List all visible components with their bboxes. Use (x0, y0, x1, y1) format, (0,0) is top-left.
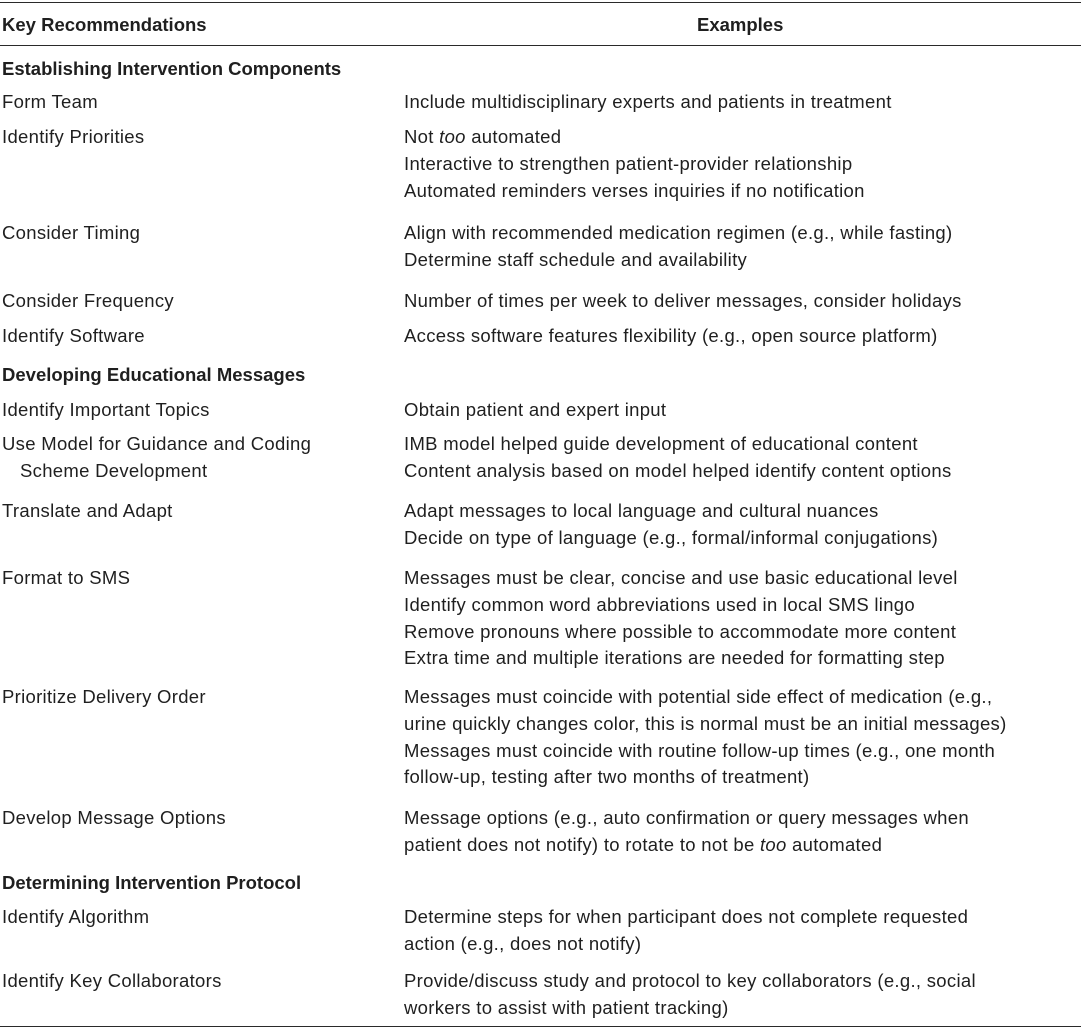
row-example-line: Adapt messages to local language and cultural nuances (404, 500, 879, 521)
row-example-line: Content analysis based on model helped identify content options (404, 459, 952, 481)
row-examples (404, 968, 1078, 1022)
row-key-line: Consider Frequency (2, 290, 174, 311)
row-key-line: Format to SMS (2, 567, 131, 588)
row-key (2, 498, 382, 525)
text-run: patient does not notify) to rotate to not be (404, 833, 760, 855)
row-example-line: Remove pronouns where possible to accommodate more content (404, 620, 957, 642)
row-example-line: follow-up, testing after two months of treatment) (404, 766, 810, 788)
row-examples (404, 904, 1078, 958)
row-example-line: Determine steps for when participant does not complete requested (404, 906, 969, 927)
row-key-line: Consider Timing (2, 222, 141, 243)
section-title-establishing: Establishing Intervention Components (2, 58, 342, 79)
row-example-line: Identify common word abbreviations used in local SMS lingo (404, 593, 915, 615)
row-key-line: Identify Key Collaborators (2, 970, 222, 991)
text-run: automated (786, 833, 883, 855)
row-key-line: Identify Software (2, 325, 145, 346)
row-example-line (404, 832, 1078, 859)
row-key (2, 805, 382, 832)
row-example-line (404, 124, 1078, 151)
row-examples (404, 565, 1078, 672)
table-header-rule (0, 45, 1081, 46)
row-example-line: Determine staff schedule and availability (404, 248, 748, 270)
row-key (2, 397, 382, 424)
row-key (2, 89, 382, 116)
table-top-rule (0, 2, 1081, 3)
row-examples (404, 431, 1078, 485)
section-title-determining: Determining Intervention Protocol (2, 872, 302, 893)
row-examples (404, 124, 1078, 204)
row-example-line: Automated reminders verses inquiries if no notification (404, 179, 865, 201)
row-key-line: Use Model for Guidance and Coding (2, 433, 312, 454)
row-example-line: Decide on type of language (e.g., formal/informal conjugations) (404, 526, 939, 548)
row-key (2, 684, 382, 711)
row-key (2, 968, 382, 995)
row-example-line: Include multidisciplinary experts and patients in treatment (404, 91, 892, 112)
row-example-line: Messages must be clear, concise and use basic educational level (404, 567, 958, 588)
text-run: Not (404, 126, 440, 147)
row-key-line: Identify Algorithm (2, 906, 150, 927)
column-header-key-recommendations: Key Recommendations (2, 14, 207, 35)
section-title-developing: Developing Educational Messages (2, 364, 306, 385)
row-example-line: IMB model helped guide development of educational content (404, 433, 918, 454)
row-example-line: Extra time and multiple iterations are needed for formatting step (404, 647, 945, 669)
row-example-line: Align with recommended medication regimen (e.g., while fasting) (404, 222, 953, 243)
row-key-line: Scheme Development (20, 459, 208, 481)
row-key-line: Form Team (2, 91, 98, 112)
row-key (2, 288, 382, 315)
row-example-line: action (e.g., does not notify) (404, 932, 642, 954)
row-examples (404, 684, 1078, 791)
row-key (2, 220, 382, 247)
row-key (2, 431, 382, 485)
row-example-line: Messages must coincide with routine follow-up times (e.g., one month (404, 739, 996, 761)
row-examples (404, 397, 1078, 424)
column-header-examples: Examples (697, 14, 784, 35)
row-examples (404, 220, 1078, 274)
row-example-line: Number of times per week to deliver messages, consider holidays (404, 290, 962, 311)
row-examples (404, 805, 1078, 859)
row-example-line: Obtain patient and expert input (404, 399, 667, 420)
row-key (2, 565, 382, 592)
row-example-line: Provide/discuss study and protocol to key collaborators (e.g., social (404, 970, 976, 991)
row-example-line: Messages must coincide with potential side effect of medication (e.g., (404, 686, 993, 707)
table-bottom-rule (0, 1026, 1081, 1027)
row-example-line: Interactive to strengthen patient-provider relationship (404, 152, 853, 174)
row-example-line: Message options (e.g., auto confirmation or query messages when (404, 807, 969, 828)
row-example-line: urine quickly changes color, this is normal must be an initial messages) (404, 712, 1007, 734)
row-key-line: Translate and Adapt (2, 500, 173, 521)
row-key-line: Identify Important Topics (2, 399, 210, 420)
row-example-line: workers to assist with patient tracking) (404, 996, 729, 1018)
row-key-line: Prioritize Delivery Order (2, 686, 206, 707)
row-examples (404, 498, 1078, 552)
row-examples (404, 89, 1078, 116)
emphasis-run: too (439, 126, 466, 147)
row-examples (404, 288, 1078, 315)
text-run: automated (465, 126, 562, 147)
row-key-line: Identify Priorities (2, 126, 145, 147)
row-key (2, 124, 382, 151)
row-key (2, 904, 382, 931)
row-example-line: Access software features flexibility (e.g., open source platform) (404, 325, 938, 346)
row-key (2, 323, 382, 350)
row-examples (404, 323, 1078, 350)
row-key-line: Develop Message Options (2, 807, 226, 828)
emphasis-run: too (759, 833, 787, 855)
